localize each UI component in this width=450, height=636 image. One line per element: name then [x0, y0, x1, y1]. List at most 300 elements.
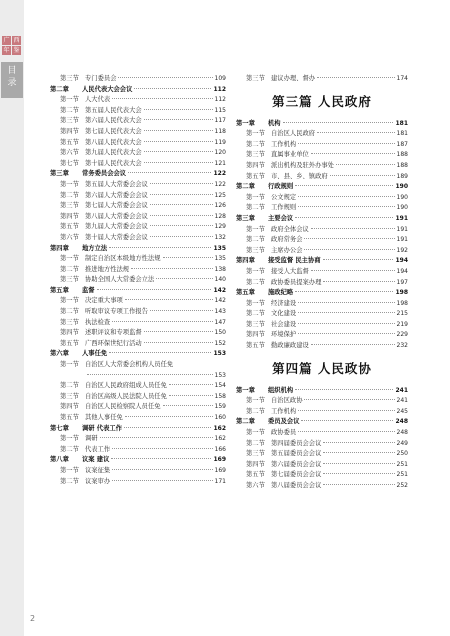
entry-page: 190 — [396, 193, 408, 201]
leader-dots — [298, 142, 394, 144]
entry-number: 第二节 — [60, 265, 79, 273]
entry-page: 142 — [214, 297, 226, 305]
entry-page: 143 — [214, 308, 226, 316]
entry-title: 第八届委员会会议 — [271, 482, 322, 489]
entry-number: 第三节 — [60, 318, 79, 326]
entry-title: 直属事业单位 — [271, 151, 309, 159]
entry-number: 第一节 — [60, 180, 79, 188]
entry-number: 第五章 — [50, 286, 69, 294]
entry-page: 150 — [214, 329, 226, 337]
leader-dots — [112, 479, 212, 481]
toc-chapter-row — [236, 182, 408, 193]
entry-title: 第九届人民代表大会 — [85, 149, 142, 157]
entry-number: 第五节 — [60, 339, 79, 347]
entry-title: 第八届人大常委会会议 — [85, 212, 148, 220]
leader-dots — [295, 388, 393, 390]
entry-number: 第五节 — [246, 342, 265, 350]
entry-number: 第七章 — [50, 424, 69, 432]
leader-dots — [323, 258, 394, 260]
entry-title: 组织机构 — [268, 386, 294, 394]
toc-section-row — [50, 127, 226, 138]
entry-number: 第一节 — [246, 130, 265, 138]
leader-dots — [298, 332, 394, 334]
entry-title: 自治区人民检察院人员任免 — [85, 403, 161, 411]
entry-number: 第四节 — [60, 127, 79, 135]
toc-section-row — [50, 275, 226, 286]
entry-title: 市、县、乡、镇政府 — [271, 172, 328, 180]
entry-title: 公文规定 — [271, 193, 297, 201]
entry-page: 171 — [214, 477, 226, 485]
toc-section-row — [50, 371, 226, 382]
entry-number: 第三节 — [60, 276, 79, 284]
entry-number: 第二节 — [246, 439, 265, 447]
leader-dots — [311, 269, 395, 271]
toc-section-row — [50, 328, 226, 339]
entry-number: 第一节 — [60, 435, 79, 443]
toc-chapter-row — [236, 119, 408, 130]
leader-dots — [118, 76, 212, 78]
entry-title: 第五届人大常委会会议 — [85, 180, 148, 188]
entry-title: 议案 建议 — [82, 456, 110, 464]
entry-page: 166 — [214, 445, 226, 453]
entry-number: 第四节 — [246, 331, 265, 339]
entry-title: 自治区政协 — [271, 397, 303, 405]
leader-dots — [144, 118, 213, 120]
toc-section-row — [236, 407, 408, 418]
entry-page: 190 — [395, 183, 408, 191]
entry-title: 接受监督 民主协商 — [268, 257, 321, 265]
leader-dots — [311, 152, 395, 154]
entry-page: 191 — [396, 236, 408, 244]
entry-title: 工作机构 — [271, 140, 297, 148]
entry-number: 第一节 — [246, 429, 265, 437]
toc-section-row — [236, 140, 408, 151]
leader-dots — [169, 394, 213, 396]
toc-right-column — [236, 74, 408, 492]
toc-section-row — [236, 320, 408, 331]
entry-number: 第四节 — [60, 212, 79, 220]
entry-page: 109 — [214, 75, 226, 82]
leader-dots — [87, 373, 213, 375]
leader-dots — [134, 87, 211, 89]
entry-title: 行政规则 — [268, 183, 294, 191]
entry-page: 189 — [396, 172, 408, 180]
logo-char: 西 — [13, 37, 20, 44]
leader-dots — [298, 430, 394, 432]
entry-page: 132 — [214, 233, 226, 241]
leader-dots — [298, 301, 394, 303]
toc-chapter-row — [50, 424, 226, 435]
toc-section-row — [50, 381, 226, 392]
entry-title: 政协委员提案办理 — [271, 278, 322, 286]
entry-page: 122 — [213, 170, 226, 178]
toc-section-row — [236, 449, 408, 460]
entry-number: 第六节 — [246, 482, 265, 489]
entry-page: 251 — [396, 471, 408, 479]
tag-char: 目 — [7, 66, 17, 76]
toc-left-column — [50, 74, 226, 487]
toc-section-row — [236, 246, 408, 257]
toc-section-row — [50, 445, 226, 456]
entry-page: 128 — [214, 212, 226, 220]
leader-dots — [304, 398, 394, 400]
entry-title: 第六届人民代表大会 — [85, 117, 142, 125]
page-number: 2 — [30, 614, 36, 623]
leader-dots — [298, 409, 394, 411]
entry-number: 第二章 — [236, 183, 255, 191]
entry-number: 第三节 — [246, 320, 265, 328]
entry-number: 第五节 — [60, 414, 79, 421]
toc-section-row — [50, 159, 226, 170]
entry-title: 第六届委员会会议 — [271, 460, 322, 468]
entry-title: 第十届人大常委会会议 — [85, 233, 148, 241]
toc-chapter-row — [236, 417, 408, 428]
toc-section-row — [236, 481, 408, 492]
entry-title: 第六届人大常委会会议 — [85, 191, 148, 199]
entry-page: 169 — [213, 456, 226, 464]
leader-dots — [304, 248, 394, 250]
leader-dots — [295, 184, 393, 186]
toc-section-row — [236, 193, 408, 204]
toc-section-row — [236, 470, 408, 481]
entry-title: 文化建设 — [271, 310, 297, 318]
entry-page: 174 — [396, 75, 408, 82]
entry-title: 议案征集 — [85, 466, 111, 474]
entry-title: 第五届人民代表大会 — [85, 106, 142, 114]
entry-title: 第十届人民代表大会 — [85, 159, 142, 167]
entry-page: 152 — [214, 339, 226, 347]
entry-page: 198 — [395, 289, 408, 297]
entry-page: 241 — [395, 386, 408, 394]
entry-number: 第二节 — [246, 140, 265, 148]
entry-title: 工作机构 — [271, 407, 297, 415]
entry-title: 自治区高级人民法院人员任免 — [85, 392, 167, 400]
entry-title: 第九届人大常委会会议 — [85, 223, 148, 231]
entry-title: 监督 — [82, 286, 95, 294]
entry-title: 决定重大事项 — [85, 297, 123, 305]
entry-page: 162 — [213, 424, 226, 432]
entry-page: 188 — [396, 161, 408, 169]
entry-page: 159 — [214, 403, 226, 411]
entry-page: 142 — [213, 286, 226, 294]
leader-dots — [298, 311, 394, 313]
toc-section-row — [236, 428, 408, 439]
toc-section-row — [50, 191, 226, 202]
entry-number: 第六节 — [60, 149, 79, 157]
entry-title: 第四届委员会会议 — [271, 439, 322, 447]
toc-section-row — [236, 439, 408, 450]
entry-title: 执法检查 — [85, 318, 111, 326]
toc-section-row — [50, 296, 226, 307]
entry-number: 第一节 — [60, 361, 79, 369]
entry-page: 153 — [214, 371, 226, 379]
entry-title: 政协委员 — [271, 429, 297, 437]
entry-title: 政府常务会 — [271, 236, 303, 244]
toc-section-row — [50, 106, 226, 117]
leader-dots — [323, 451, 394, 453]
leader-dots — [298, 205, 394, 207]
entry-page: 232 — [396, 342, 408, 350]
toc-section-row — [236, 74, 408, 85]
toc-section-row — [50, 318, 226, 329]
leader-dots — [330, 174, 395, 176]
entry-title: 协助全国人大常委会立法 — [85, 276, 155, 284]
leader-dots — [150, 203, 213, 205]
leader-dots — [109, 246, 211, 248]
leader-dots — [311, 227, 395, 229]
entry-title: 委员及会议 — [268, 418, 300, 426]
toc-section-row — [236, 330, 408, 341]
entry-title: 主要会议 — [268, 214, 294, 222]
entry-number: 第三节 — [60, 117, 79, 125]
entry-title: 自治区人民政府组成人员任免 — [85, 382, 167, 390]
leader-dots — [150, 182, 213, 184]
leader-dots — [150, 224, 213, 226]
toc-section-row — [50, 116, 226, 127]
entry-title: 派出机构及驻外办事处 — [271, 161, 334, 169]
leader-dots — [112, 468, 212, 470]
leader-dots — [298, 195, 394, 197]
entry-title: 工作规则 — [271, 204, 297, 212]
entry-page: 192 — [396, 246, 408, 254]
leader-dots — [112, 447, 212, 449]
entry-number: 第三节 — [60, 75, 79, 82]
entry-page: 250 — [396, 450, 408, 458]
leader-dots — [144, 150, 213, 152]
entry-page: 140 — [214, 276, 226, 284]
entry-number: 第二节 — [246, 310, 265, 318]
entry-title: 第五届委员会会议 — [271, 450, 322, 458]
sidebar — [0, 0, 24, 636]
entry-title: 建议办理、督办 — [271, 75, 316, 82]
leader-dots — [112, 97, 212, 99]
yearbook-logo-icon — [2, 36, 22, 56]
entry-number: 第六节 — [60, 233, 79, 241]
entry-title: 第八届人民代表大会 — [85, 138, 142, 146]
entry-page: 135 — [213, 244, 226, 252]
entry-page: 112 — [213, 85, 226, 93]
toc-section-row — [50, 477, 226, 488]
toc-chapter-row — [236, 288, 408, 299]
entry-number: 第四章 — [50, 244, 69, 252]
leader-dots — [323, 483, 394, 485]
entry-number: 第二节 — [60, 445, 79, 453]
entry-page: 112 — [214, 96, 226, 104]
entry-number: 第四章 — [236, 257, 255, 265]
entry-page: 120 — [214, 149, 226, 157]
leader-dots — [100, 436, 213, 438]
entry-number: 第三节 — [60, 392, 79, 400]
entry-title: 推进地方性法规 — [85, 265, 130, 273]
entry-title: 施政纪略 — [268, 289, 294, 297]
entry-number: 第一节 — [246, 299, 265, 307]
entry-page: 190 — [396, 204, 408, 212]
entry-number: 第三章 — [50, 170, 69, 178]
entry-number: 第一节 — [60, 297, 79, 305]
entry-page: 126 — [214, 202, 226, 210]
entry-title: 述职评议和专项监督 — [85, 329, 142, 337]
leader-dots — [131, 267, 212, 269]
entry-page: 153 — [213, 350, 226, 358]
logo-char: 广 — [3, 37, 10, 44]
entry-number: 第三节 — [60, 202, 79, 210]
leader-dots — [150, 214, 213, 216]
toc-section-row — [236, 341, 408, 352]
leader-dots — [156, 277, 212, 279]
logo-char: 鉴 — [13, 47, 20, 54]
entry-title: 第七届人大常委会会议 — [85, 202, 148, 210]
entry-title: 主席办公会 — [271, 246, 303, 254]
entry-number: 第一章 — [236, 119, 255, 127]
entry-page: 252 — [396, 482, 408, 489]
part-heading: 第三篇 人民政府 — [272, 93, 372, 109]
toc-section-row — [50, 222, 226, 233]
entry-page: 248 — [396, 429, 408, 437]
leader-dots — [323, 462, 394, 464]
toc-section-row — [236, 460, 408, 471]
toc-section-row — [50, 95, 226, 106]
entry-title: 常务委员会会议 — [82, 170, 127, 178]
logo-char: 年 — [3, 47, 10, 54]
leader-dots — [311, 343, 395, 345]
leader-dots — [150, 193, 213, 195]
toc-chapter-row — [236, 386, 408, 397]
toc-section-row — [50, 392, 226, 403]
toc-section-row — [236, 309, 408, 320]
toc-section-row — [50, 254, 226, 265]
entry-page: 249 — [396, 439, 408, 447]
entry-number: 第五节 — [60, 223, 79, 231]
entry-title: 听取审议专项工作报告 — [85, 308, 148, 316]
toc-chapter-row — [50, 349, 226, 360]
toc-section-row — [50, 307, 226, 318]
leader-dots — [169, 383, 213, 385]
leader-dots — [125, 415, 213, 417]
entry-page: 125 — [214, 191, 226, 199]
entry-number: 第五节 — [60, 138, 79, 146]
entry-number: 第二节 — [60, 106, 79, 114]
toc-chapter-row — [50, 455, 226, 466]
leader-dots — [150, 309, 213, 311]
toc-section-row — [50, 233, 226, 244]
entry-page: 219 — [396, 320, 408, 328]
entry-page: 194 — [395, 257, 408, 265]
entry-title: 自治区人民政府 — [271, 130, 316, 138]
entry-page: 122 — [214, 180, 226, 188]
entry-title: 自治区人大常委会机构人员任免 — [85, 361, 174, 369]
entry-page: 162 — [214, 435, 226, 443]
entry-page: 147 — [214, 318, 226, 326]
entry-number: 第一章 — [236, 386, 255, 394]
entry-title: 其他人事任免 — [85, 414, 123, 421]
toc-chapter-row — [236, 214, 408, 225]
toc-section-row — [50, 138, 226, 149]
contents-tag — [1, 62, 23, 98]
leader-dots — [323, 472, 394, 474]
entry-number: 第四节 — [246, 460, 265, 468]
entry-page: 229 — [396, 331, 408, 339]
tag-char: 录 — [7, 78, 17, 88]
leader-dots — [283, 121, 394, 123]
toc-section-row — [50, 265, 226, 276]
entry-page: 135 — [214, 255, 226, 263]
toc-section-row — [236, 161, 408, 172]
entry-page: 169 — [214, 466, 226, 474]
toc-chapter-row — [50, 244, 226, 255]
leader-dots — [109, 351, 211, 353]
entry-number: 第一节 — [246, 225, 265, 233]
entry-title: 第七届人民代表大会 — [85, 127, 142, 135]
entry-title: 调研 — [85, 435, 98, 443]
entry-title: 接受人大监督 — [271, 267, 309, 275]
entry-number: 第三节 — [246, 246, 265, 254]
entry-page: 248 — [395, 418, 408, 426]
entry-number: 第五章 — [236, 289, 255, 297]
toc-section-row — [236, 203, 408, 214]
leader-dots — [150, 235, 213, 237]
entry-page: 160 — [214, 414, 226, 421]
toc-section-row — [236, 235, 408, 246]
entry-number: 第七节 — [60, 159, 79, 167]
toc-section-row — [236, 172, 408, 183]
leader-dots — [304, 237, 394, 239]
entry-title: 社会建设 — [271, 320, 297, 328]
toc-section-row — [50, 148, 226, 159]
leader-dots — [295, 216, 393, 218]
toc-section-row — [50, 212, 226, 223]
entry-number: 第四节 — [60, 329, 79, 337]
leader-dots — [144, 140, 213, 142]
entry-page: 117 — [214, 117, 226, 125]
entry-title: 专门委员会 — [85, 75, 117, 82]
toc-section-row — [236, 396, 408, 407]
entry-number: 第二节 — [246, 407, 265, 415]
leader-dots — [97, 288, 212, 290]
toc-section-row — [50, 74, 226, 85]
entry-title: 经济建设 — [271, 299, 297, 307]
entry-number: 第二节 — [60, 382, 79, 390]
entry-number: 第二章 — [50, 85, 69, 93]
entry-title: 地方立法 — [82, 244, 108, 252]
leader-dots — [144, 108, 213, 110]
leader-dots — [295, 290, 393, 292]
entry-page: 194 — [396, 267, 408, 275]
toc-section-row — [50, 466, 226, 477]
entry-number: 第八章 — [50, 456, 69, 464]
entry-number: 第五节 — [246, 471, 265, 479]
entry-page: 119 — [214, 138, 226, 146]
entry-page: 215 — [396, 310, 408, 318]
entry-page: 154 — [214, 382, 226, 390]
entry-number: 第一节 — [246, 267, 265, 275]
entry-page: 118 — [214, 127, 226, 135]
entry-number: 第一节 — [246, 397, 265, 405]
leader-dots — [317, 76, 394, 78]
toc-section-row — [236, 267, 408, 278]
leader-dots — [112, 320, 212, 322]
entry-number: 第三节 — [246, 151, 265, 159]
entry-page: 198 — [396, 299, 408, 307]
entry-page: 191 — [395, 214, 408, 222]
entry-title: 政府全体会议 — [271, 225, 309, 233]
entry-number: 第二节 — [60, 477, 79, 485]
toc-section-row — [50, 201, 226, 212]
entry-title: 人民代表大会会议 — [82, 85, 133, 93]
entry-number: 第一节 — [60, 466, 79, 474]
leader-dots — [323, 280, 394, 282]
entry-page: 121 — [214, 159, 226, 167]
entry-number: 第三节 — [246, 75, 265, 82]
